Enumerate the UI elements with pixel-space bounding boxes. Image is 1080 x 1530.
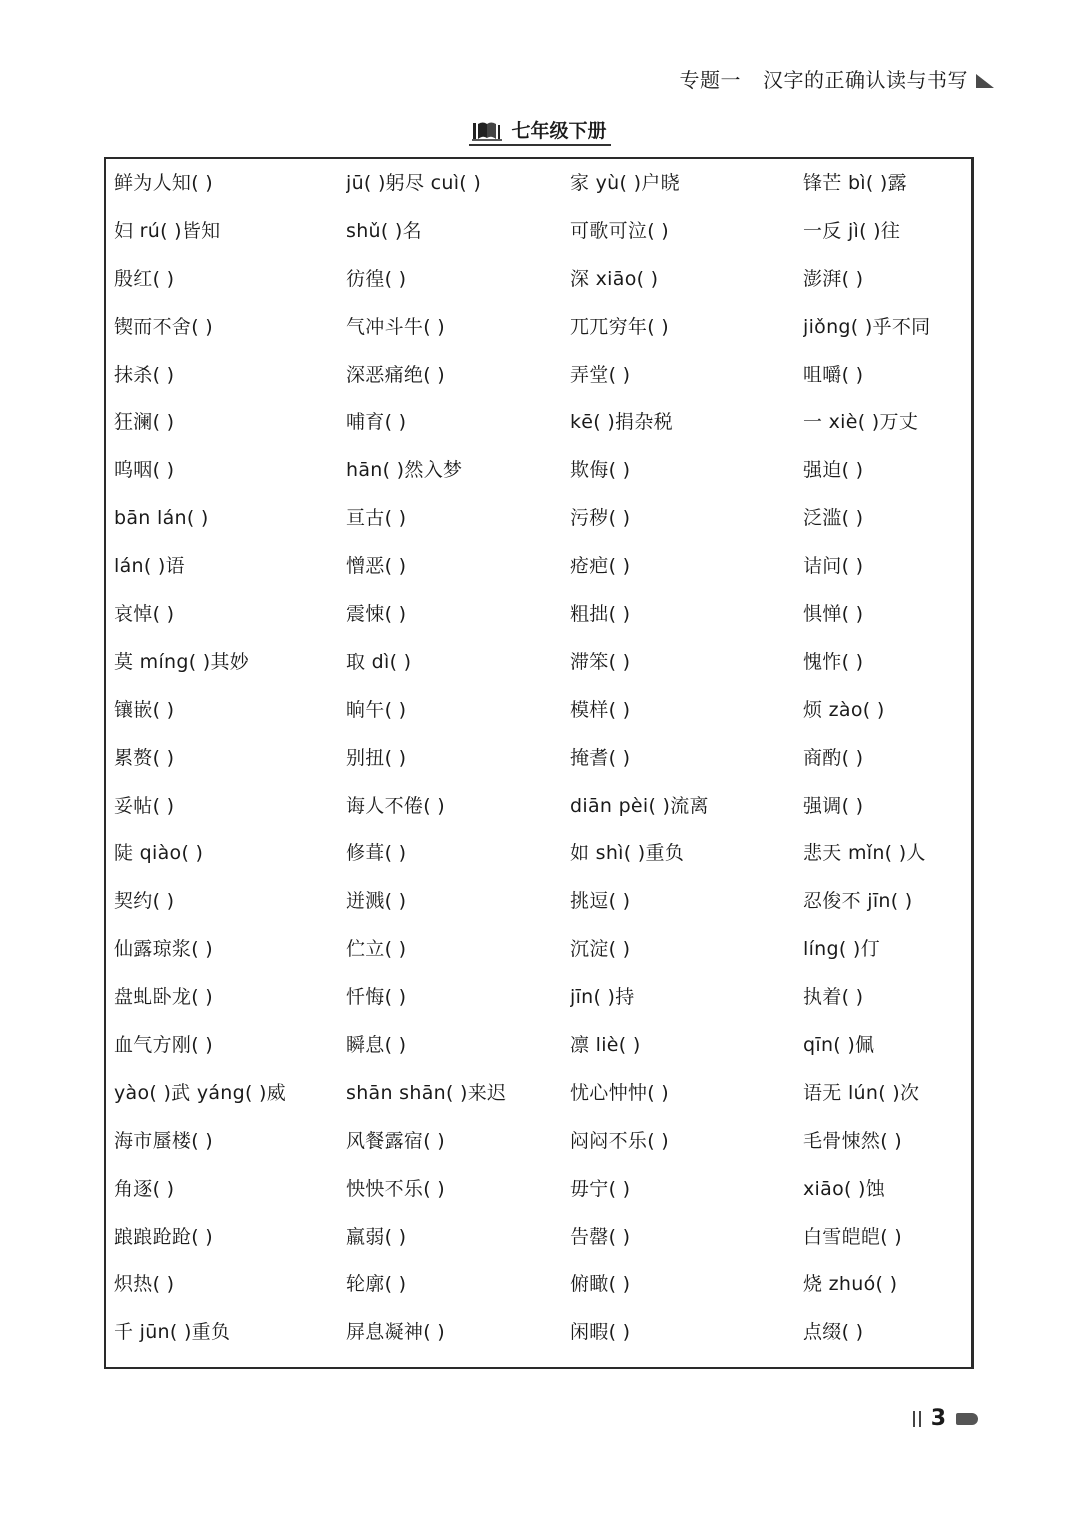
vocab-item: qīn( )佩 — [803, 1034, 875, 1057]
vocab-item: 家 yù( )户晓 — [570, 172, 680, 194]
vocab-item: 晌午( ) — [346, 698, 407, 721]
vocab-item: 仙露琼浆( ) — [114, 938, 213, 961]
vocab-item: 海市蜃楼( ) — [114, 1129, 213, 1152]
vocab-item: 呜咽( ) — [114, 459, 175, 482]
vocab-item: 盘虬卧龙( ) — [114, 986, 213, 1009]
vocab-item: 忧心忡忡( ) — [570, 1081, 669, 1104]
vocab-item: 强调( ) — [803, 794, 864, 817]
vocab-item: xiāo( )蚀 — [803, 1177, 886, 1200]
section-title: 七年级下册 — [511, 120, 607, 142]
vocab-item: 哀悼( ) — [114, 603, 175, 626]
vocab-item: 千 jūn( )重负 — [114, 1321, 231, 1344]
vocab-item: 妥帖( ) — [114, 794, 175, 817]
vocab-item: 屏息凝神( ) — [346, 1321, 445, 1344]
vocab-item: 悲天 mǐn( )人 — [803, 842, 926, 865]
vocab-item: 一反 jì( )往 — [803, 219, 901, 242]
header-topic: 专题一 — [679, 68, 741, 92]
vocab-item: 瞬息( ) — [346, 1034, 407, 1057]
vocab-item: 妇 rú( )皆知 — [114, 219, 221, 242]
vocab-item: 告罄( ) — [570, 1225, 631, 1248]
vocab-item: líng( )仃 — [803, 938, 880, 961]
vocab-item: 凛 liè( ) — [570, 1034, 641, 1057]
vocab-item: 惧惮( ) — [803, 603, 864, 626]
footer-bars-icon — [913, 1411, 921, 1427]
vocab-item: 修葺( ) — [346, 842, 407, 865]
vocab-item: 气冲斗牛( ) — [346, 315, 445, 338]
vocab-item: 白雪皑皑( ) — [803, 1225, 902, 1248]
vocab-item: jū( )躬尽 cuì( ) — [346, 172, 482, 194]
vocab-item: 一 xiè( )万丈 — [803, 411, 919, 434]
vocab-item: 深 xiāo( ) — [570, 267, 659, 290]
vocab-item: 忍俊不 jīn( ) — [803, 890, 913, 913]
vocab-item: 语无 lún( )次 — [803, 1081, 920, 1104]
book-icon — [471, 119, 503, 141]
vocab-item: 迸溅( ) — [346, 890, 407, 913]
page-number: 3 — [930, 1406, 946, 1431]
vocab-item: 踉踉跄跄( ) — [114, 1225, 213, 1248]
vocab-item: 风餐露宿( ) — [346, 1129, 445, 1152]
vocab-item: 掩耆( ) — [570, 746, 631, 769]
vocab-item: 毛骨悚然( ) — [803, 1129, 902, 1152]
vocab-item: 彷徨( ) — [346, 267, 407, 290]
vocab-item: 商酌( ) — [803, 746, 864, 769]
vocab-item: 契约( ) — [114, 890, 175, 913]
vocab-item: 血气方刚( ) — [114, 1034, 213, 1057]
vocab-item: jīn( )持 — [570, 986, 635, 1009]
vocab-item: 哺育( ) — [346, 411, 407, 434]
vocab-item: 咀嚼( ) — [803, 363, 864, 386]
vocab-item: 陡 qiào( ) — [114, 842, 204, 865]
vocab-item: 忏悔( ) — [346, 986, 407, 1009]
vocab-item: 角逐( ) — [114, 1177, 175, 1200]
vocab-item: 兀兀穷年( ) — [570, 315, 669, 338]
vocab-item: 亘古( ) — [346, 507, 407, 530]
vocab-item: 强迫( ) — [803, 459, 864, 482]
vocab-item: 取 dì( ) — [346, 650, 412, 673]
vocab-item: bān lán( ) — [114, 507, 209, 530]
vocab-item: 粗拙( ) — [570, 603, 631, 626]
vocab-item: 弄堂( ) — [570, 363, 631, 386]
vocab-item: 如 shì( )重负 — [570, 842, 685, 865]
vocab-item: shǔ( )名 — [346, 219, 422, 242]
vocab-item: 闲暇( ) — [570, 1321, 631, 1344]
vocab-item: 深恶痛绝( ) — [346, 363, 445, 386]
vocab-item: 震悚( ) — [346, 603, 407, 626]
page-header — [680, 64, 995, 93]
vocab-item: diān pèi( )流离 — [570, 794, 709, 817]
vocab-item: 累赘( ) — [114, 746, 175, 769]
footer-tab-icon — [956, 1413, 978, 1425]
vocab-item: 怏怏不乐( ) — [346, 1177, 445, 1200]
vocab-item: 鲜为人知( ) — [114, 172, 213, 194]
vocab-item: 泛滥( ) — [803, 507, 864, 530]
vocab-item: 羸弱( ) — [346, 1225, 407, 1248]
vocab-item: 狂澜( ) — [114, 411, 175, 434]
vocab-item: 锲而不舍( ) — [114, 315, 213, 338]
vocab-item: 俯瞰( ) — [570, 1273, 631, 1296]
page-footer — [913, 1406, 978, 1431]
vocab-item: 闷闷不乐( ) — [570, 1129, 669, 1152]
vocab-item: 点缀( ) — [803, 1321, 864, 1344]
vocab-item: 挑逗( ) — [570, 890, 631, 913]
vocab-item: 伫立( ) — [346, 938, 407, 961]
vocab-item: 澎湃( ) — [803, 267, 864, 290]
vocab-item: 炽热( ) — [114, 1273, 175, 1296]
header-title: 汉字的正确认读与书写 — [763, 68, 968, 92]
vocab-item: 滞笨( ) — [570, 650, 631, 673]
vocab-item: 别扭( ) — [346, 746, 407, 769]
vocab-item: kē( )捐杂税 — [570, 411, 673, 434]
vocab-item: shān shān( )来迟 — [346, 1081, 507, 1104]
vocab-item: 模样( ) — [570, 698, 631, 721]
vocab-item: 轮廓( ) — [346, 1273, 407, 1296]
vocab-item: lán( )语 — [114, 555, 185, 578]
vocab-item: 欺侮( ) — [570, 459, 631, 482]
vocab-item: jiǒng( )乎不同 — [803, 315, 931, 338]
vocab-item: 莫 míng( )其妙 — [114, 650, 250, 673]
vocab-item: 镶嵌( ) — [114, 698, 175, 721]
vocab-item: 诘问( ) — [803, 555, 864, 578]
vocab-item: 烧 zhuó( ) — [803, 1273, 898, 1296]
vocab-item: 锋芒 bì( )露 — [803, 172, 907, 194]
vocab-item: 执着( ) — [803, 986, 864, 1009]
vocab-item: 毋宁( ) — [570, 1177, 631, 1200]
vocab-item: 憎恶( ) — [346, 555, 407, 578]
section-heading — [0, 116, 1080, 146]
vocab-item: 污秽( ) — [570, 507, 631, 530]
vocab-item: 诲人不倦( ) — [346, 794, 445, 817]
vocab-item: hān( )然入梦 — [346, 459, 463, 482]
vocab-item: yào( )武 yáng( )威 — [114, 1081, 287, 1104]
vocab-item: 愧怍( ) — [803, 650, 864, 673]
vocab-item: 疮疤( ) — [570, 555, 631, 578]
header-tab-icon — [976, 74, 994, 88]
vocabulary-grid — [114, 161, 964, 1358]
vocab-item: 沉淀( ) — [570, 938, 631, 961]
vocab-item: 殷红( ) — [114, 267, 175, 290]
vocab-item: 抹杀( ) — [114, 363, 175, 386]
vocab-item: 可歌可泣( ) — [570, 219, 669, 242]
vocab-item: 烦 zào( ) — [803, 698, 885, 721]
